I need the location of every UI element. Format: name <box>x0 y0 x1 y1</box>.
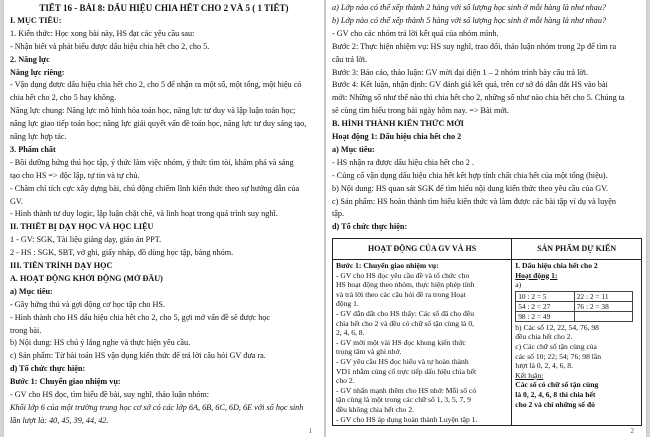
table-header-activity: HOẠT ĐỘNG CỦA GV VÀ HS <box>333 239 512 260</box>
product-line: c) Các chữ số tận cùng của <box>515 341 597 351</box>
calc-cell: 76 : 2 = 38 <box>574 301 633 311</box>
text-line: - Bồi dưỡng hứng thú học tập, ý thức làm việc nhóm, ý thức tìm tòi, khám phá và sáng <box>10 157 294 167</box>
product-line: là 0, 2, 4, 6, 8 thì chia hết <box>515 389 596 399</box>
text-line: b) Nội dung: HS quan sát SGK để tìm hiểu nội dung kiến thức theo yêu cầu của GV. <box>332 183 609 193</box>
text-line: - Nhận biết và phát biểu được dấu hiệu chia hết cho 2, cho 5. <box>10 41 210 51</box>
activity-line: - GV cho HS đọc yêu cầu đề và tổ chức cho <box>336 270 470 280</box>
activity-line: - GV yêu cầu HS đọc hiểu và tự hoàn thành <box>336 356 469 366</box>
text-line: năng lực giao tiếp toán học; năng lực giải quyết vấn đề toán học, năng lực tư duy sáng tạo, <box>10 119 307 129</box>
product-line: cho 2 và chỉ những số đó <box>515 399 595 409</box>
activity-line: Bước 1: Chuyển giao nhiệm vụ: <box>336 261 439 270</box>
text-line: 3. Phẩm chất <box>10 144 56 154</box>
text-line: d) Tổ chức thực hiện: <box>10 364 86 374</box>
text-line: Khối lớp 6 của một trường trung học cơ sở có các lớp 6A, 6B, 6C, 6D, 6E với số học sinh <box>10 402 304 412</box>
activity-cell <box>333 260 512 426</box>
activity-table <box>332 238 642 426</box>
calc-cell: 22 : 2 = 11 <box>574 291 633 301</box>
text-line: - Củng cố vận dụng dấu hiệu chia hết kết hợp tính chất chia hết của một tổng (hiệu). <box>332 170 608 180</box>
text-line: Bước 3: Báo cáo, thảo luận: GV mời đại diện 1 – 2 nhóm trình bày câu trả lời. <box>332 67 589 77</box>
text-line: c) Sản phẩm: Từ bài toán HS vận dụng kiến thức để trả lời câu hỏi GV đưa ra. <box>10 351 266 361</box>
text-line: mới: Những số như thế nào thì chia hết cho 2, những số như nào chia hết cho 5. Chúng ta <box>332 93 625 103</box>
text-line: GV. <box>10 196 23 206</box>
text-line: - Vận dụng được dấu hiệu chia hết cho 2, cho 5 để nhận ra một số, một tổng, một hiệu có <box>10 80 302 90</box>
activity-line: VD1 nhằm củng cố trực tiếp dấu hiệu chia hết <box>336 366 477 376</box>
text-line: sẽ cùng tìm hiểu trong bài ngày hôm nay. => Bài mới. <box>332 106 509 116</box>
text-line: B. HÌNH THÀNH KIẾN THỨC MỚI <box>332 119 464 129</box>
text-line: TIẾT 16 - BÀI 8: DẤU HIỆU CHIA HẾT CHO 2 VÀ 5 ( 1 TIẾT) <box>39 3 289 13</box>
product-line: b) Các số 12, 22, 54, 76, 98 <box>515 322 599 332</box>
text-line: tạo cho HS => độc lập, tự tin và tự chủ. <box>10 170 140 180</box>
text-line: I. MỤC TIÊU: <box>10 15 62 25</box>
text-line: - Gây hứng thú và gợi động cơ học tập cho HS. <box>10 299 165 309</box>
text-line: tập. <box>332 209 345 219</box>
document-page-2 <box>326 0 646 437</box>
text-line: chia hết cho 2, cho 5 hay không. <box>10 93 117 103</box>
document-page-1 <box>4 0 324 437</box>
activity-line: 2, 4, 6, 8. <box>336 328 365 338</box>
text-line: trong bài. <box>10 325 42 335</box>
activity-line: cho 2. <box>336 376 355 386</box>
text-line: III. TIẾN TRÌNH DẠY HỌC <box>10 261 113 270</box>
activity-line: HS hoạt động theo nhóm, thực hiện phép tính <box>336 280 475 290</box>
text-line: - GV cho HS đọc, tìm hiểu đề bài, suy nghĩ, thảo luận nhóm: <box>10 390 210 399</box>
activity-line: - GV cho HS áp dụng hoàn thành Luyện tập 1. <box>336 414 478 424</box>
text-line: 1. Kiến thức: Học xong bài này, HS đạt các yêu cầu sau: <box>10 28 195 38</box>
activity-line: - GV mời một vài HS đọc khung kiến thức <box>336 337 466 347</box>
product-line: Các số có chữ số tận cùng <box>515 380 599 390</box>
text-line: 1 - GV: SGK, Tài liệu giảng dạy, giáo án PPT. <box>10 235 162 245</box>
text-line: a) Lớp nào có thể xếp thành 2 hàng với số lượng học sinh ở mỗi hàng là như nhau? <box>332 3 607 12</box>
text-line: Bước 4: Kết luận, nhận định: GV đánh giá kết quả, trên cơ sở đó dẫn dắt HS vào bài <box>332 80 608 90</box>
activity-line: - GV nhấn mạnh thêm cho HS nhớ: Mỗi số có <box>336 385 477 395</box>
text-line: Hoạt động 1: Dấu hiệu chia hết cho 2 <box>332 132 462 141</box>
text-line: Bước 2: Thực hiện nhiệm vụ: HS suy nghĩ, trao đổi, thảo luận nhóm trong 2p để tìm ra <box>332 41 617 51</box>
calc-cell: 98 : 2 = 49 <box>516 311 575 321</box>
product-title: I. Dấu hiệu chia hết cho 2 <box>515 261 598 270</box>
text-line: d) Tổ chức thực hiện: <box>332 222 408 232</box>
activity-line: - GV dẫn dắt cho HS thấy: Các số đã cho đều <box>336 308 474 318</box>
text-line: c) Sản phẩm: HS hoàn thành tìm hiểu kiến thức và làm được các bài tập ví dụ và luyện <box>332 196 616 206</box>
product-subtitle: Hoạt động 1: <box>515 270 558 280</box>
text-line: - GV cho các nhóm trả lời kết quả của nhóm mình. <box>332 28 499 38</box>
product-line: lượt là 0, 2, 4, 6, 8. <box>515 361 573 371</box>
text-line: năng lực hợp tác. <box>10 132 67 141</box>
product-line: các số 10; 22; 54; 76; 98 lần <box>515 351 602 361</box>
product-cell: I. Dấu hiệu chia hết cho 2 Hoạt động 1: a) 10 : 2 = 5 22 : 2 = 11 54 : 2 = 27 76 : 2 = 38 98 : 2 = 49 b) Các số 12, 22, 54, 76, 98 đều chia hết cho 2. c) Các chữ số tận cùng của các số 10; 22; 54; 76; 98 lần lượt là 0, 2, 4, 6, 8. Kết luận: Các số có chữ số tận cùng là 0, 2, 4, 6, 8 thì chia hết cho 2 và chỉ những số đó <box>512 260 642 426</box>
text-line: - Hình thành cho HS dấu hiệu chia hết cho 2, cho 5, gợi mở vấn đề sẽ được học <box>10 312 271 322</box>
text-line: câu trả lời. <box>332 54 368 64</box>
text-line: A. HOẠT ĐỘNG KHỞI ĐỘNG (MỞ ĐẦU) <box>10 273 163 283</box>
activity-line: trọng tâm và ghi nhớ. <box>336 347 402 357</box>
product-text <box>515 323 638 409</box>
activity-line: đều không chia hết cho 2. <box>336 404 415 414</box>
activity-line: động 1. <box>336 299 359 309</box>
table-header-product: SẢN PHẨM DỰ KIẾN <box>512 239 642 260</box>
text-line: Năng lực chung: Năng lực mô hình hóa toán học, năng lực tư duy và lập luận toán học; <box>10 106 296 116</box>
text-line: lần lượt là: 40, 45, 39, 44, 42. <box>10 415 109 425</box>
text-line: Năng lực riêng: <box>10 67 65 77</box>
text-line: 2 - HS : SGK, SBT, vở ghi, giấy nháp, đồ dùng học tập, bảng nhóm. <box>10 248 234 258</box>
calc-cell: 54 : 2 = 27 <box>516 301 575 311</box>
activity-line: tận cùng là một trong các chữ số 1, 3, 5, 7, 9 <box>336 395 471 405</box>
text-line: b) Lớp nào có thể xếp thành 5 hàng với số lượng học sinh ở mỗi hàng là như nhau? <box>332 15 607 25</box>
product-line: Kết luận: <box>515 370 544 380</box>
text-line: - Hình thành tư duy logic, lập luận chặt chẽ, và linh hoạt trong quá trình suy nghĩ. <box>10 209 278 219</box>
activity-line: chia hết cho 2 và đều có chữ số tận cùng là 0, <box>336 318 475 328</box>
calc-table <box>515 291 633 322</box>
text-line: II. THIẾT BỊ DẠY HỌC VÀ HỌC LIỆU <box>10 222 154 232</box>
product-line: đều chia hết cho 2. <box>515 332 573 342</box>
text-line: - HS nhận ra được dấu hiệu chia hết cho 2 . <box>332 157 474 167</box>
text-line: b) Nội dung: HS chú ý lắng nghe và thực hiện yêu cầu. <box>10 338 191 348</box>
calc-cell <box>574 311 633 321</box>
page-number: 2 <box>630 427 634 435</box>
activity-line: và trả lời theo các câu hỏi đề ra trong Hoạt <box>336 289 466 299</box>
page-number: 1 <box>308 427 312 435</box>
calc-cell: 10 : 2 = 5 <box>516 291 575 301</box>
text-line: a) Mục tiêu: <box>10 286 53 296</box>
text-line: - Chăm chỉ tích cực xây dựng bài, chủ động chiếm lĩnh kiến thức theo sự hướng dẫn của <box>10 183 300 193</box>
text-line: 2. Năng lực <box>10 54 50 64</box>
text-line: a) Mục tiêu: <box>332 144 375 154</box>
text-line: Bước 1: Chuyển giao nhiệm vụ: <box>10 377 121 387</box>
